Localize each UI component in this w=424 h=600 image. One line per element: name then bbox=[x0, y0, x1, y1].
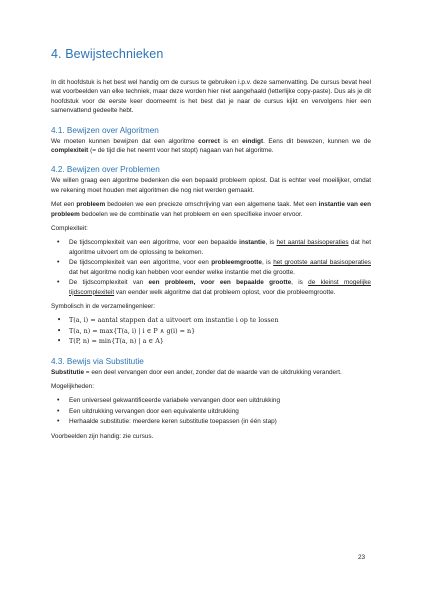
page-number: 23 bbox=[358, 554, 366, 561]
list-item: • De tijdscomplexiteit van een probleem, voor een bepaalde grootte, is de kleinst mogelijke tijdscomplexiteit van eender welk algoritme dat dat probleem oplost, voor die probleemgrootte. bbox=[57, 279, 371, 296]
bullet-icon: • bbox=[57, 397, 60, 405]
math-item: • T(a, i) = aantal stappen dat a uitvoert om instantie i op te lossen bbox=[57, 316, 279, 325]
section-4-2-title: 4.2. Bewijzen over Problemen bbox=[51, 165, 160, 175]
section-4-2-paragraph-1: We willen graag een algoritme bedenken die een bepaald probleem oplost. Dat is echter veel moeilijker, omdat we rekening moet houden met algoritmen die nog niet werden gemaakt. bbox=[51, 177, 371, 194]
chapter-title: 4. Bewijstechnieken bbox=[51, 47, 164, 61]
list-item: • De tijdscomplexiteit van een algoritme, voor een bepaalde instantie, is het aantal basisoperaties dat het algoritme uitvoert om de oplossing te bekomen. bbox=[57, 239, 371, 256]
list-item: • Herhaalde substitutie: meerdere keren substitutie toepassen (in één stap) bbox=[57, 418, 277, 426]
list-item: • Een uitdrukking vervangen door een equivalente uitdrukking bbox=[57, 407, 239, 415]
substitution-definition: Substitutie = een deel vervangen door een ander, zonder dat de waarde van de uitdrukking verandert. bbox=[51, 368, 342, 376]
bullet-icon: • bbox=[57, 326, 62, 335]
bullet-icon: • bbox=[57, 407, 60, 415]
list-item: • Een universeel gekwantificeerde variabele vervangen door een uitdrukking bbox=[57, 397, 281, 405]
section-4-2-paragraph-2: Met een probleem bedoelen we een precieze omschrijving van een algemene taak. Met een instantie van een probleem bedoelen we de combinatie van het probleem en een specifieke invoer ervoor. bbox=[51, 201, 371, 218]
complexity-list bbox=[51, 238, 371, 296]
math-item: • T(a, n) = max{T(a, i) | i ∈ P ∧ g(i) = n} bbox=[57, 326, 196, 335]
math-item: • T(P, n) = min{T(a, n) | a ∈ A} bbox=[57, 337, 164, 346]
page-content bbox=[51, 47, 371, 446]
bullet-icon: • bbox=[57, 239, 60, 247]
bullet-icon: • bbox=[57, 279, 60, 287]
section-4-3-title: 4.3. Bewijs via Substitutie bbox=[51, 356, 144, 366]
intro-paragraph: In dit hoofdstuk is het best wel handig om de cursus te gebruiken i.p.v. deze samenvatting. De cursus bevat heel wat voorbeelden van elke techniek, maar deze worden hier niet aangehaald (letterlijke copy-paste). Dus als je dit hoofdstuk voor de eerste keer doorneemt is het best dat je naar de cursus kijkt en vervolgens hier een samenvattend gedeelte hebt. bbox=[51, 79, 371, 115]
section-4-1-title: 4.1. Bewijzen over Algoritmen bbox=[51, 125, 159, 135]
options-list bbox=[51, 396, 371, 426]
examples-note: Voorbeelden zijn handig: zie cursus. bbox=[51, 432, 154, 440]
symbolic-label: Symbolisch in de verzamelingenleer: bbox=[51, 302, 156, 310]
bullet-icon: • bbox=[57, 259, 60, 267]
section-4-1-paragraph: We moeten kunnen bewijzen dat een algoritme correct is en eindigt. Eens dit bewezen, kunnen we de complexiteit (= de tijd die het neemt voor het stopt) nagaan van het algoritme. bbox=[51, 137, 371, 155]
list-item: • De tijdscomplexiteit van een algoritme, voor een probleemgrootte, is het grootste aantal basisoperaties dat het algoritme nodig kan hebben voor eender welke instantie met die grootte. bbox=[57, 259, 371, 276]
math-list bbox=[51, 316, 371, 346]
bullet-icon: • bbox=[57, 418, 60, 426]
bullet-icon: • bbox=[57, 337, 62, 346]
bullet-icon: • bbox=[57, 316, 62, 325]
options-label: Mogelijkheden: bbox=[51, 382, 94, 390]
complexity-label: Complexiteit: bbox=[51, 225, 88, 233]
